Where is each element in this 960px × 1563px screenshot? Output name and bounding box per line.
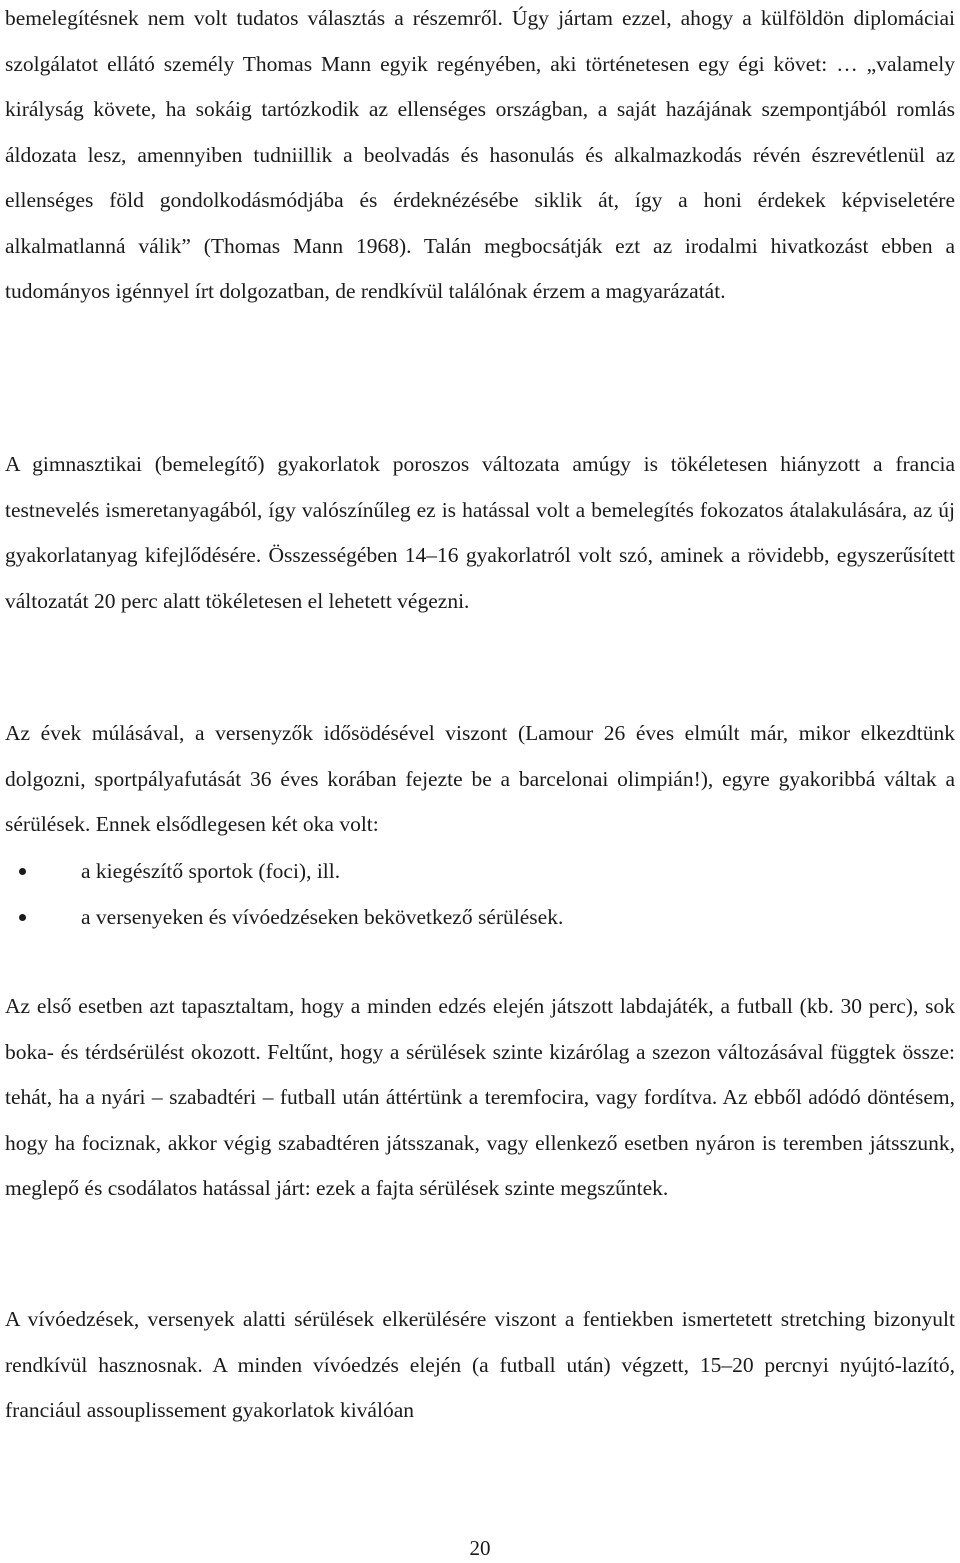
list-item-text: a kiegészítő sportok (foci), ill. [81,859,341,883]
paragraph-gymnastics: A gimnasztikai (bemelegítő) gyakorlatok poroszos változata amúgy is tökéletesen hiányzott a francia testnevelés ismeretanyagából, így valószínűleg ez is hatással volt a bemelegítés fokozatos átalakulására, az új gyakorlatanyag kifejlődésére. Összességében 14–16 gyakorlatról volt szó, aminek a rövidebb, egyszerűsített változatát 20 perc alatt tökéletesen el lehetett végezni. [5,452,955,613]
bullet-icon [19,868,26,875]
paragraph-injuries-intro: Az évek múlásával, a versenyzők idősödésével viszont (Lamour 26 éves elmúlt már, mikor elkezdtünk dolgozni, sportpályafutását 36 éves korában fejezte be a barcelonai olimpián!), egyre gyakoribbá váltak a sérülések. Ennek elsődlegesen két oka volt: [5,721,955,836]
list-item [5,894,955,940]
bullet-icon [19,914,26,921]
paragraph-football-injuries: Az első esetben azt tapasztaltam, hogy a minden edzés elején játszott labdajáték, a futball (kb. 30 perc), sok boka- és térdsérülést okozott. Feltűnt, hogy a sérülések szinte kizárólag a szezon változásával függtek össze: tehát, ha a nyári – szabadtéri – futball után áttértünk a teremfocira, vagy fordítva. Az ebből adódó döntésem, hogy ha fociznak, akkor végig szabadtéren játsszanak, vagy ellenkező esetben nyáron is teremben játsszunk, meglepő és csodálatos hatással járt: ezek a fajta sérülések szinte megszűntek. [5,994,955,1200]
paragraph-fencing-injuries: A vívóedzések, versenyek alatti sérülések elkerülésére viszont a fentiekben ismertetett stretching bizonyult rendkívül hasznosnak. A minden vívóedzés elején (a futball után) végzett, 15–20 percnyi nyújtó-lazító, franciául assouplissement gyakorlatok kiválóan [5,1307,955,1422]
list-item [5,848,955,894]
paragraph-thomas-mann-quote: bemelegítésnek nem volt tudatos választás a részemről. Úgy jártam ezzel, ahogy a külföldön diplomáciai szolgálatot ellátó személy Thomas Mann egyik regényében, aki történetesen egy égi követ: … „valamely királyság követe, ha sokáig tartózkodik az ellenséges országban, a saját hazájának szempontjából romlás áldozata lesz, amennyiben tudniillik a beolvadás és hasonulás és alkalmazkodás révén észrevétlenül az ellenséges föld gondolkodásmódjába és érdeknézésébe siklik át, így a honi érdekek képviseletére alkalmatlanná válik” (Thomas Mann 1968). Talán megbocsátják ezt az irodalmi hivatkozást ebben a tudományos igénnyel írt dolgozatban, de rendkívül találónak érzem a magyarázatát. [5,6,955,303]
page-number: 20 [469,1536,491,1560]
injury-causes-list [5,848,955,940]
list-item-text: a versenyeken és vívóedzéseken bekövetkező sérülések. [81,905,564,929]
